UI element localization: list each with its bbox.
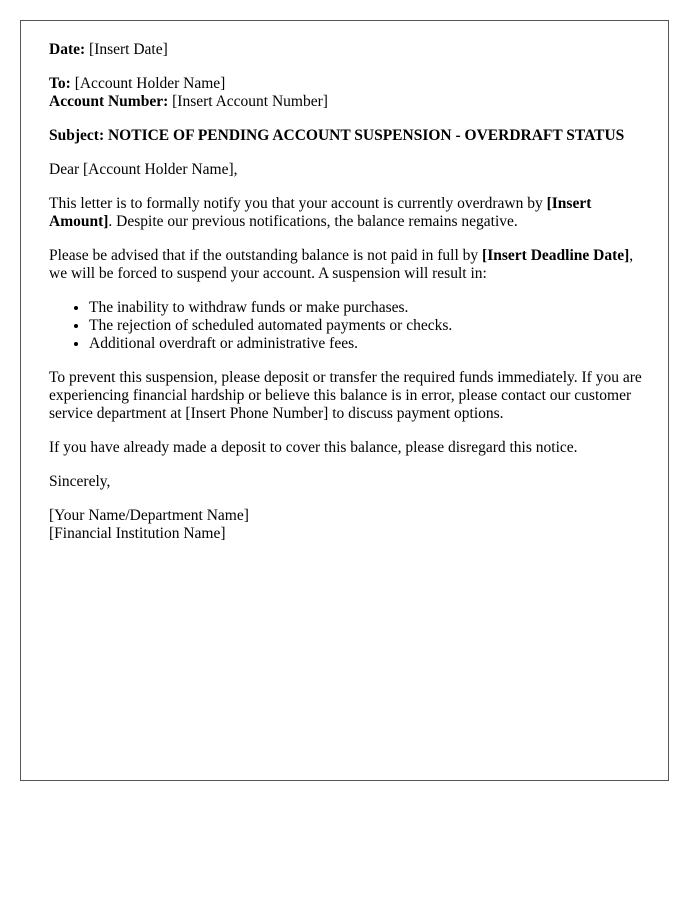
paragraph-prevent: To prevent this suspension, please deposit or transfer the required funds immediately. If you are experiencing financial hardship or believe this balance is in error, please contact our customer service department at [Insert Phone Number] to discuss payment options. xyxy=(49,369,642,422)
signature-name: [Your Name/Department Name] xyxy=(49,507,249,524)
to-value: [Account Holder Name] xyxy=(74,75,226,92)
to-label: To: xyxy=(49,75,71,92)
account-value: [Insert Account Number] xyxy=(172,93,328,110)
paragraph-overdrawn xyxy=(49,195,648,231)
subject: Subject: NOTICE OF PENDING ACCOUNT SUSPENSION - OVERDRAFT STATUS xyxy=(49,127,625,144)
paragraph-overdrawn-text-end: . Despite our previous notifications, the balance remains negative. xyxy=(108,213,518,230)
list-item: • Additional overdraft or administrative fees. xyxy=(89,335,648,353)
list-item: • The inability to withdraw funds or make purchases. xyxy=(89,299,648,317)
paragraph-deadline xyxy=(49,247,648,283)
salutation: Dear [Account Holder Name], xyxy=(49,161,238,178)
date-label: Date: xyxy=(49,41,86,58)
to-line xyxy=(49,75,648,93)
deadline-placeholder: [Insert Deadline Date] xyxy=(482,247,630,264)
signature-institution: [Financial Institution Name] xyxy=(49,525,226,542)
paragraph-disregard: If you have already made a deposit to cover this balance, please disregard this notice. xyxy=(49,439,578,456)
closing: Sincerely, xyxy=(49,473,111,490)
list-item: • The rejection of scheduled automated payments or checks. xyxy=(89,317,648,335)
account-line xyxy=(49,93,648,111)
paragraph-deadline-text-end: , we will be forced to suspend your account. A suspension will result in: xyxy=(49,247,634,282)
paragraph-deadline-text: Please be advised that if the outstanding balance is not paid in full by xyxy=(49,247,483,264)
date-value: [Insert Date] xyxy=(89,41,168,58)
account-label: Account Number: xyxy=(49,93,169,110)
paragraph-overdrawn-text: This letter is to formally notify you that your account is currently overdrawn by xyxy=(49,195,547,212)
subject-line xyxy=(49,127,648,145)
amount-placeholder: [Insert Amount] xyxy=(49,195,592,230)
consequences-list xyxy=(49,299,648,353)
date-line xyxy=(49,41,648,59)
letter xyxy=(20,20,669,781)
